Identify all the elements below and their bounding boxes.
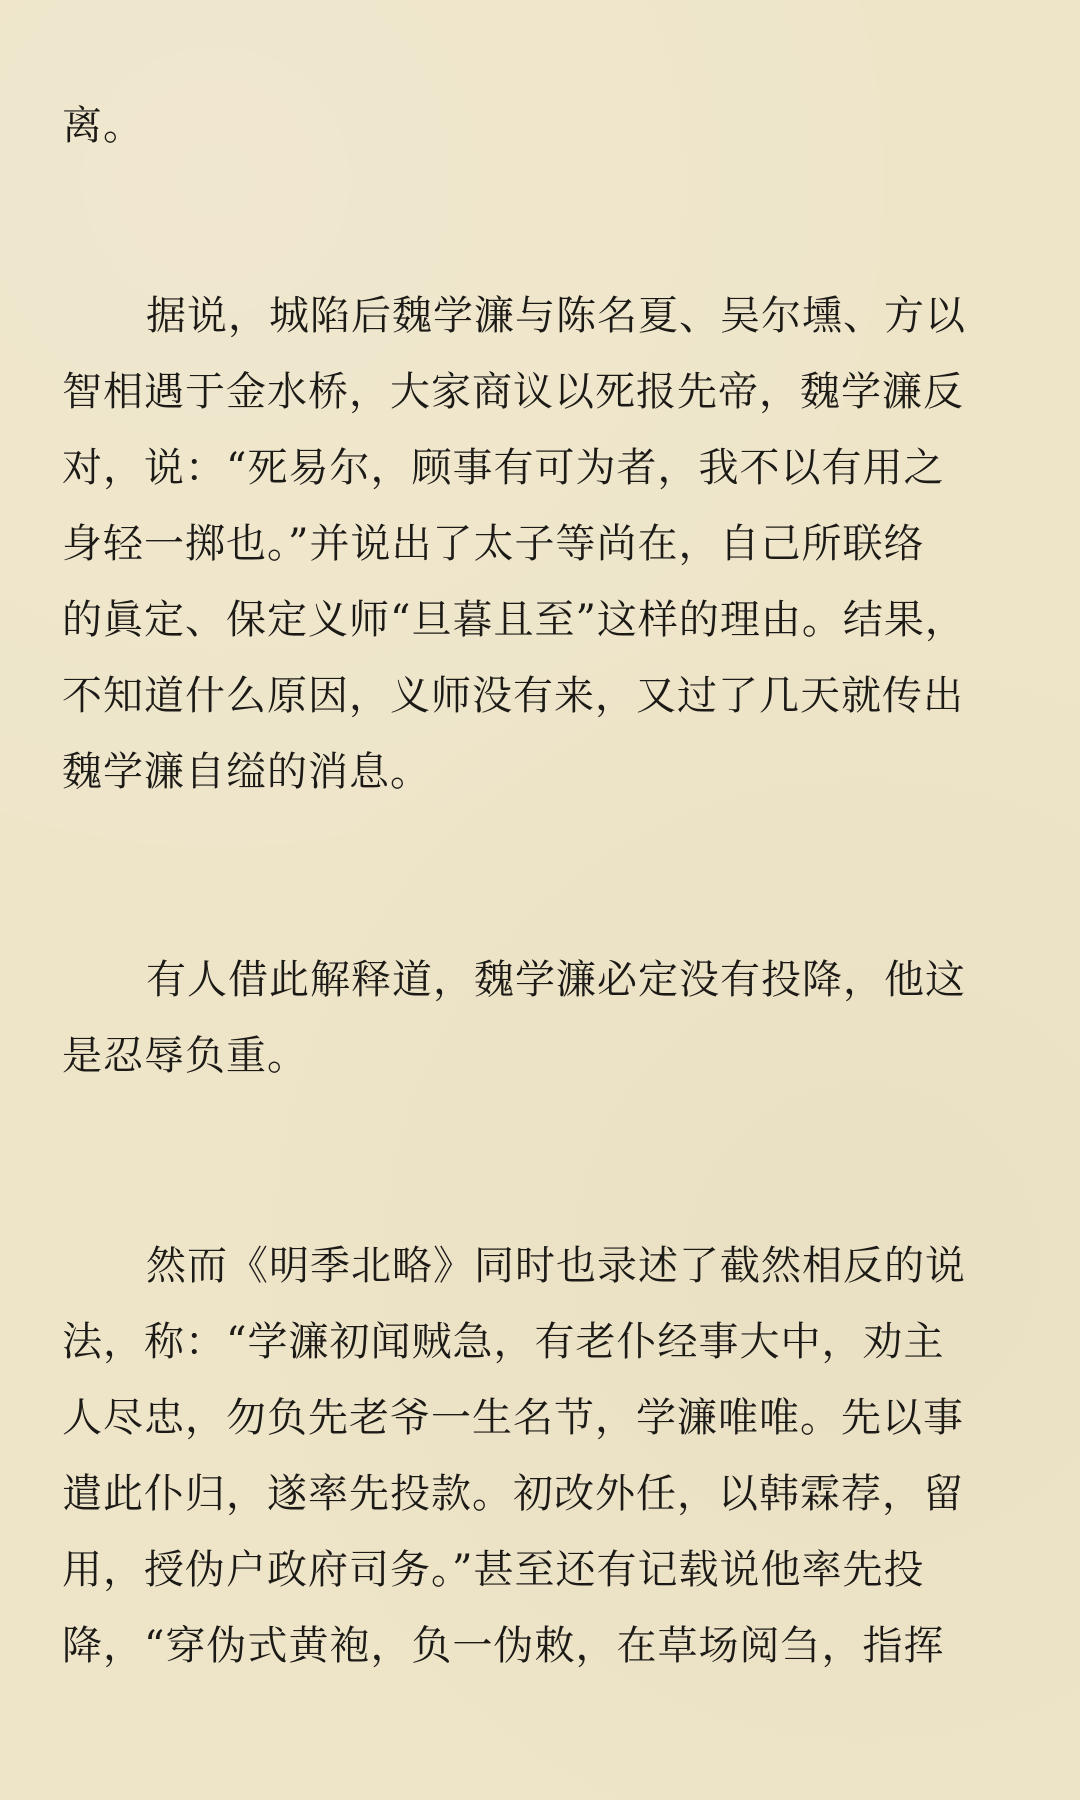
article-body [62, 88, 1020, 1684]
text-line: 离。 [62, 103, 144, 149]
text-line: 遣此仆归，遂率先投款。初改外任，以韩霖荐，留 [62, 1471, 964, 1517]
paragraph-2 [62, 278, 1020, 810]
text-line: 不知道什么原因，义师没有来，又过了几天就传出 [62, 673, 964, 719]
text-line: 身轻一掷也。”并说出了太子等尚在，自己所联络 [62, 521, 925, 567]
text-line: 智相遇于金水桥，大家商议以死报先帝，魏学濂反 [62, 369, 964, 415]
text-line: 是忍辱负重。 [62, 1033, 308, 1079]
text-line: 对，说：“死易尔，顾事有可为者，我不以有用之 [62, 445, 945, 491]
text-line: 魏学濂自缢的消息。 [62, 749, 431, 795]
text-line: 据说，城陷后魏学濂与陈名夏、吴尔壎、方以 [146, 293, 966, 339]
paragraph-3 [62, 942, 1020, 1094]
text-line: 降，“穿伪式黄袍，负一伪敕，在草场阅刍，指挥 [62, 1623, 945, 1669]
text-line: 人尽忠，勿负先老爷一生名节，学濂唯唯。先以事 [62, 1395, 964, 1441]
text-line: 用，授伪户政府司务。”甚至还有记载说他率先投 [62, 1547, 925, 1593]
text-line: 法，称：“学濂初闻贼急，有老仆经事大中，劝主 [62, 1319, 945, 1365]
text-line: 然而《明季北略》同时也录述了截然相反的说 [146, 1243, 966, 1289]
text-line: 有人借此解释道，魏学濂必定没有投降，他这 [146, 957, 966, 1003]
text-line: 的眞定、保定义师“旦暮且至”这样的理由。结果， [62, 597, 966, 643]
paragraph-1 [62, 88, 1020, 164]
paragraph-4 [62, 1228, 1020, 1684]
